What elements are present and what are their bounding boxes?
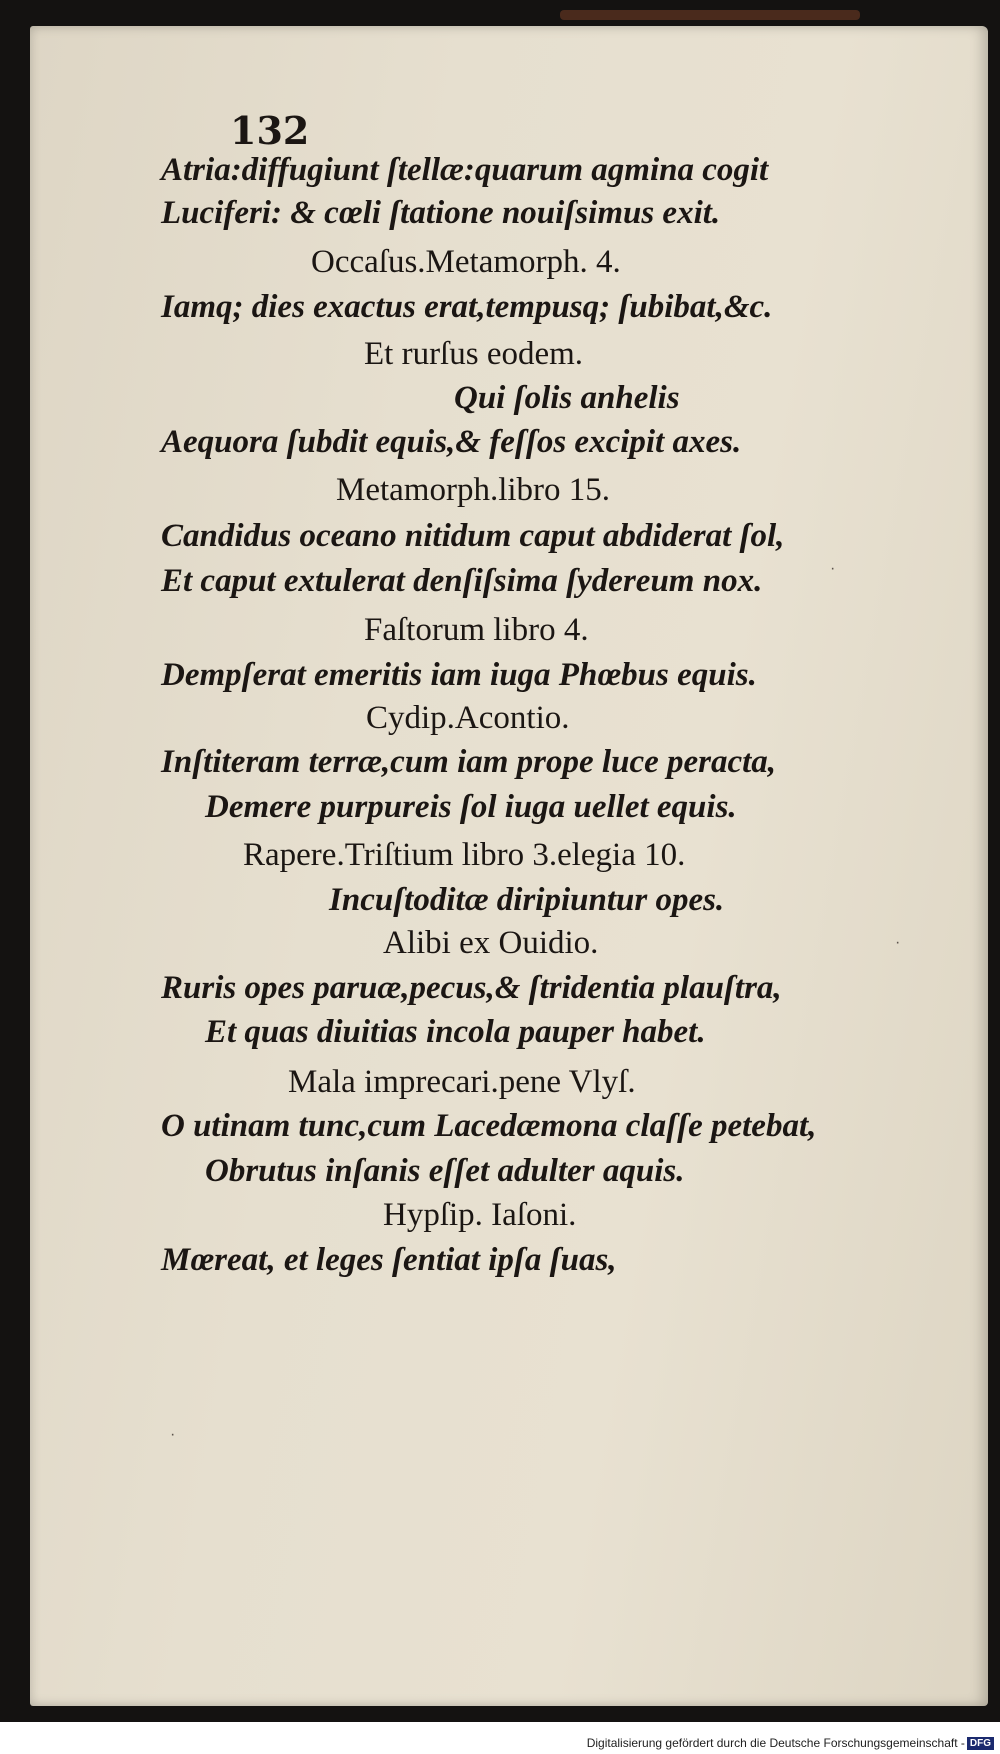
section-heading: Mala imprecari.pene Vlyſ. <box>288 1064 636 1100</box>
text-line: Aequora ſubdit equis,& feſſos excipit axes. <box>161 424 742 460</box>
paper-speck: · <box>895 934 901 951</box>
text-line: Obrutus inſanis eſſet adulter aquis. <box>205 1153 685 1189</box>
text-line: Candidus oceano nitidum caput abdiderat ſol, <box>161 518 785 554</box>
text-line: O utinam tunc,cum Lacedæmona claſſe petebat, <box>161 1108 817 1144</box>
book-top-edge <box>560 10 860 20</box>
text-line: Mœreat, et leges ſentiat ipſa ſuas, <box>161 1242 617 1278</box>
digitization-footer <box>587 1736 994 1750</box>
section-heading: Faſtorum libro 4. <box>364 612 589 648</box>
dfg-logo-badge: DFG <box>967 1737 994 1750</box>
text-line: Et quas diuitias incola pauper habet. <box>205 1014 706 1050</box>
text-line: Dempſerat emeritis iam iuga Phœbus equis. <box>161 657 757 693</box>
section-heading: Et rurſus eodem. <box>364 336 584 372</box>
book-page <box>30 26 988 1706</box>
text-line: Qui ſolis anhelis <box>454 380 680 416</box>
text-line: Luciferi: & cœli ſtatione nouiſsimus exit. <box>161 195 721 231</box>
text-line: Demere purpureis ſol iuga uellet equis. <box>205 789 737 825</box>
text-line: Et caput extulerat denſiſsima ſydereum nox. <box>161 563 763 599</box>
section-heading: Alibi ex Ouidio. <box>383 925 599 961</box>
text-line: Iamq; dies exactus erat,tempusq; ſubibat,&c. <box>161 289 773 325</box>
section-heading: Cydip.Acontio. <box>366 700 570 736</box>
section-heading: Metamorph.libro 15. <box>336 472 611 508</box>
footer-text: Digitalisierung gefördert durch die Deutsche Forschungsgemeinschaft - <box>586 1735 965 1750</box>
text-line: Atria:diffugiunt ſtellæ:quarum agmina cogit <box>161 152 769 188</box>
page-number: 132 <box>230 108 310 153</box>
text-line: Ruris opes paruæ,pecus,& ſtridentia plauſtra, <box>161 970 782 1006</box>
section-heading: Rapere.Triſtium libro 3.elegia 10. <box>243 837 686 873</box>
paper-speck: · <box>830 560 836 577</box>
text-line: Incuſtoditæ diripiuntur opes. <box>329 882 725 918</box>
section-heading: Occaſus.Metamorph. 4. <box>311 244 621 280</box>
section-heading: Hypſip. Iaſoni. <box>383 1197 577 1233</box>
paper-speck: · <box>170 1426 176 1443</box>
text-line: Inſtiteram terræ,cum iam prope luce peracta, <box>161 744 777 780</box>
